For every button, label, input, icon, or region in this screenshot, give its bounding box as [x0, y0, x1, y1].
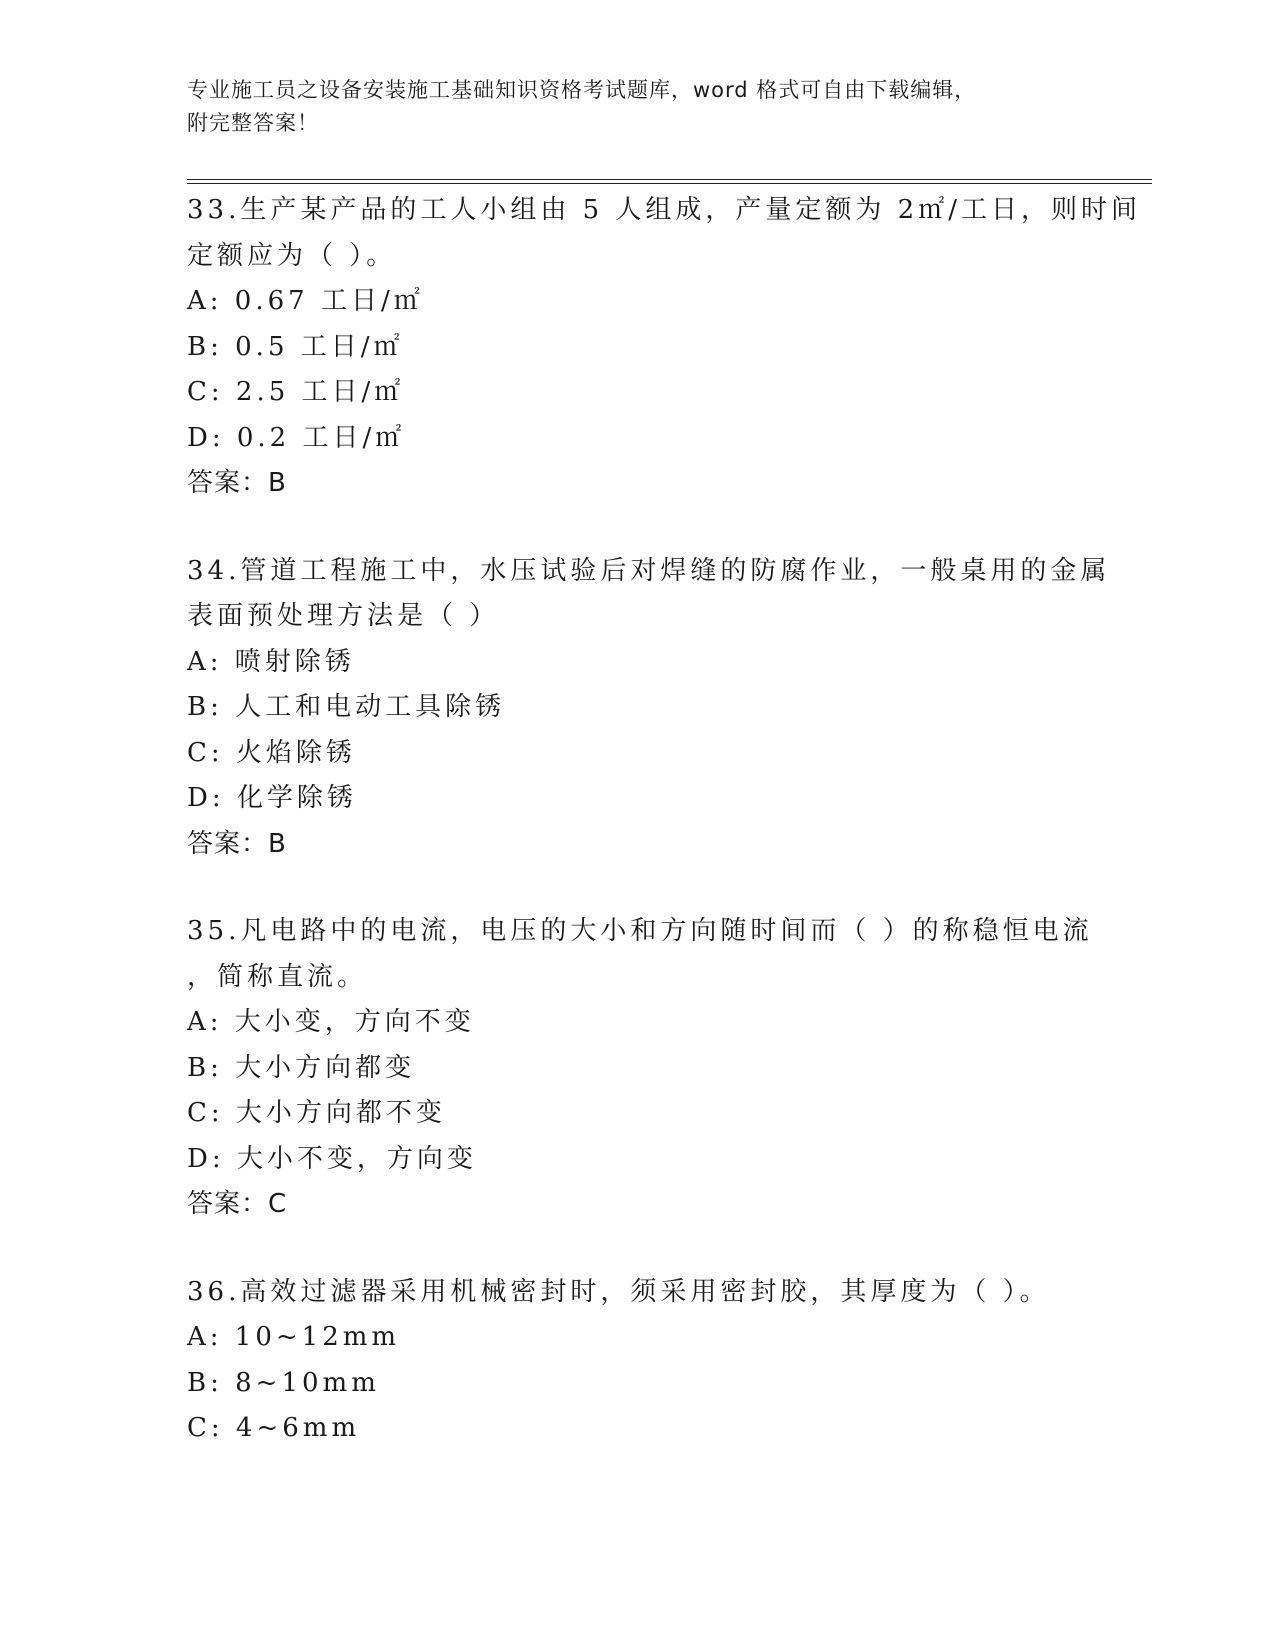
- option-d: D: 大小不变，方向变: [187, 1143, 477, 1174]
- header-line-1: 专业施工员之设备安装施工基础知识资格考试题库，word 格式可自由下载编辑，: [187, 78, 977, 102]
- question-stem-continued: ，简称直流。: [187, 961, 368, 992]
- question-34: [187, 549, 1111, 868]
- question-stem: 33.生产某产品的工人小组由 5 人组成，产量定额为 2㎡/工日，则时间: [187, 195, 1141, 225]
- answer: 答案：C: [187, 1189, 288, 1219]
- option-c: C: 4~6mm: [187, 1413, 361, 1443]
- question-stem: 36.高效过滤器采用机械密封时，须采用密封胶，其厚度为（ ）。: [187, 1276, 1050, 1307]
- option-c: C: 大小方向都不变: [187, 1098, 446, 1128]
- answer: 答案：B: [187, 828, 287, 859]
- option-a: A: 大小变，方向不变: [187, 1007, 475, 1037]
- option-c: C: 火焰除锈: [187, 737, 356, 768]
- answer: 答案：B: [187, 468, 287, 498]
- option-c: C: 2.5 工日/㎡: [187, 377, 405, 407]
- option-a: A: 10~12mm: [187, 1322, 401, 1352]
- header-line-2: 附完整答案！: [187, 111, 319, 135]
- option-b: B: 0.5 工日/㎡: [187, 331, 404, 362]
- question-stem: 35.凡电路中的电流，电压的大小和方向随时间而（ ）的称稳恒电流: [187, 916, 1093, 946]
- option-a: A: 0.67 工日/㎡: [187, 286, 424, 316]
- question-36: [187, 1270, 1087, 1452]
- option-d: D: 化学除锈: [187, 783, 357, 813]
- question-35: [187, 909, 1093, 1228]
- option-b: B: 大小方向都变: [187, 1052, 416, 1083]
- option-a: A: 喷射除锈: [187, 646, 355, 677]
- question-stem: 34.管道工程施工中，水压试验后对焊缝的防腐作业，一般桌用的金属: [187, 555, 1111, 586]
- option-b: B: 8~10mm: [187, 1367, 380, 1398]
- option-d: D: 0.2 工日/㎡: [187, 422, 406, 453]
- question-list: [187, 188, 1141, 1494]
- question-33: [187, 188, 1141, 507]
- question-stem-continued: 定额应为（ ）。: [187, 240, 397, 271]
- question-stem-continued: 表面预处理方法是（ ）: [187, 601, 500, 631]
- document-header: [187, 74, 1067, 140]
- header-divider-top: [187, 179, 1152, 180]
- header-divider-bottom: [187, 183, 1152, 184]
- option-b: B: 人工和电动工具除锈: [187, 692, 506, 722]
